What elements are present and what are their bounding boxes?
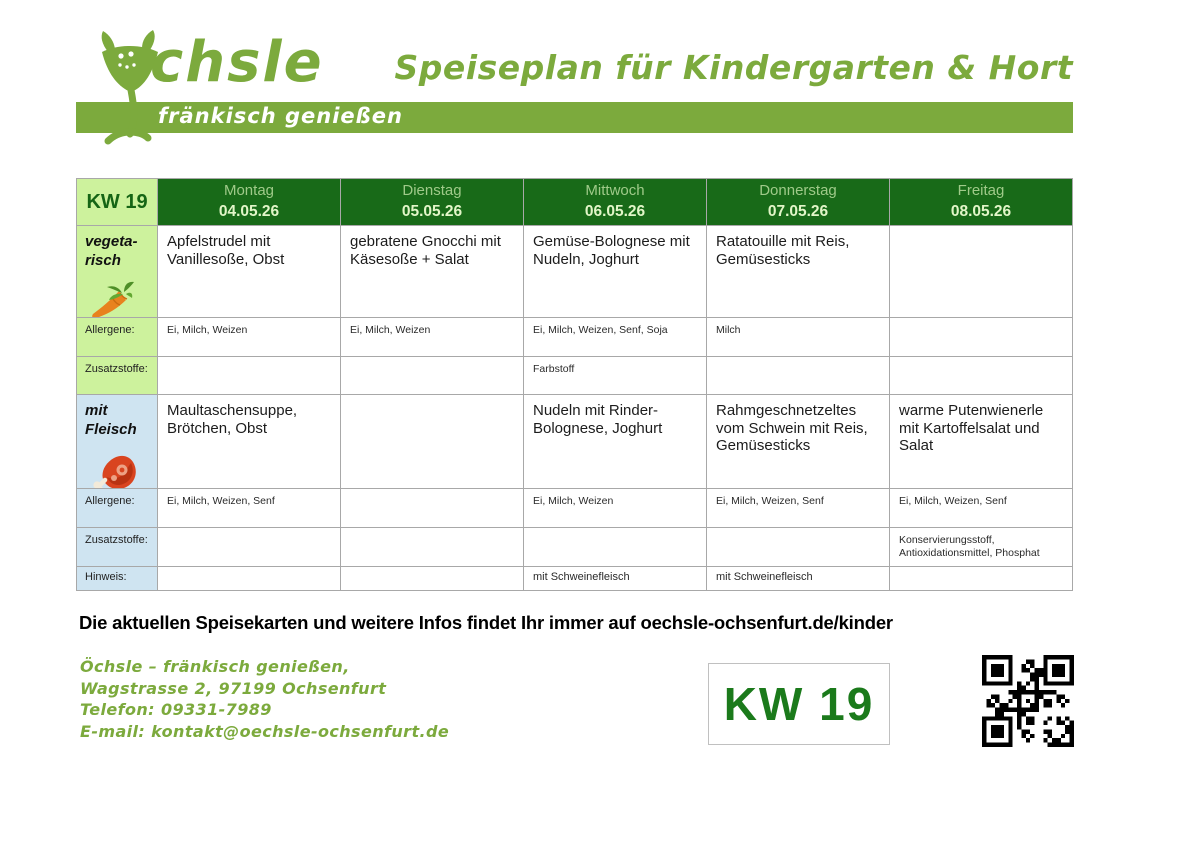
meal-cell: Rahmgeschnetzeltes vom Schwein mit Reis, Gemüsesticks — [707, 395, 890, 489]
week-label-cell: KW 19 — [77, 179, 158, 226]
info-line: Die aktuellen Speisekarten und weitere Infos findet Ihr immer auf oechsle-ochsenfurt.de/kinder — [79, 612, 893, 633]
allergen-cell: Ei, Milch, Weizen — [524, 489, 707, 528]
hinweis-label: Hinweis: — [77, 567, 158, 591]
allergen-cell: Ei, Milch, Weizen, Senf — [158, 489, 341, 528]
allergen-cell — [341, 489, 524, 528]
brand-bar — [76, 102, 1073, 133]
meat-icon — [89, 450, 139, 490]
page-title: Speiseplan für Kindergarten & Hort — [394, 48, 1073, 87]
meal-cell: gebratene Gnocchi mit Käsesoße + Salat — [341, 226, 524, 318]
qr-code-icon — [982, 655, 1074, 747]
meal-cell: Apfelstrudel mit Vanillesoße, Obst — [158, 226, 341, 318]
zusatzstoffe-label: Zusatzstoffe: — [77, 528, 158, 567]
allergen-cell — [890, 318, 1073, 357]
day-date: 04.05.26 — [218, 202, 280, 220]
allergen-cell: Ei, Milch, Weizen — [158, 318, 341, 357]
additive-cell: Konservierungsstoff, Antioxidationsmittel, Phosphat — [890, 528, 1073, 567]
allergen-cell: Milch — [707, 318, 890, 357]
day-header-freitag — [890, 179, 1073, 226]
day-date: 06.05.26 — [584, 202, 646, 220]
note-cell: mit Schweinefleisch — [707, 567, 890, 591]
note-cell — [890, 567, 1073, 591]
day-name: Montag — [223, 182, 275, 200]
meal-cell: warme Putenwienerle mit Kartoffelsalat und Salat — [890, 395, 1073, 489]
additive-cell — [707, 357, 890, 395]
brand-tagline: fränkisch genießen — [158, 104, 403, 128]
additive-cell — [158, 357, 341, 395]
day-name: Freitag — [957, 182, 1005, 200]
day-name: Dienstag — [402, 182, 462, 200]
additive-cell — [158, 528, 341, 567]
day-name: Mittwoch — [585, 182, 645, 200]
additive-cell — [341, 528, 524, 567]
week-box — [708, 663, 890, 745]
additive-cell — [890, 357, 1073, 395]
note-cell: mit Schweinefleisch — [524, 567, 707, 591]
day-date: 08.05.26 — [950, 202, 1012, 220]
row-label-vegetarisch — [77, 226, 158, 318]
contact-block — [80, 656, 449, 742]
day-header-donnerstag — [707, 179, 890, 226]
meal-cell: Gemüse-Bolognese mit Nudeln, Joghurt — [524, 226, 707, 318]
contact-line: E-mail: kontakt@oechsle-ochsenfurt.de — [80, 721, 450, 741]
contact-line: Wagstrasse 2, 97199 Ochsenfurt — [80, 678, 387, 698]
day-date: 07.05.26 — [767, 202, 829, 220]
meal-cell: Nudeln mit Rinder-Bolognese, Joghurt — [524, 395, 707, 489]
additive-cell — [341, 357, 524, 395]
section-label: mit Fleisch — [85, 402, 137, 438]
note-cell — [341, 567, 524, 591]
day-header-mittwoch — [524, 179, 707, 226]
allergen-cell: Ei, Milch, Weizen, Senf, Soja — [524, 318, 707, 357]
day-name: Donnerstag — [759, 182, 837, 200]
day-header-montag — [158, 179, 341, 226]
allergene-label: Allergene: — [77, 318, 158, 357]
allergen-cell: Ei, Milch, Weizen, Senf — [890, 489, 1073, 528]
row-label-mit-fleisch — [77, 395, 158, 489]
additive-cell — [707, 528, 890, 567]
contact-line: Telefon: 09331-7989 — [80, 700, 272, 719]
logo-wordmark: chsle — [150, 30, 324, 95]
meal-cell — [890, 226, 1073, 318]
allergene-label: Allergene: — [77, 489, 158, 528]
week-box-label: KW 19 — [723, 678, 875, 730]
carrot-icon — [89, 281, 135, 319]
menu-table — [76, 178, 1073, 591]
meal-cell: Ratatouille mit Reis, Gemüsesticks — [707, 226, 890, 318]
allergen-cell: Ei, Milch, Weizen — [341, 318, 524, 357]
meal-cell — [341, 395, 524, 489]
day-date: 05.05.26 — [401, 202, 463, 220]
day-header-dienstag — [341, 179, 524, 226]
additive-cell — [524, 528, 707, 567]
section-label: vegeta- risch — [85, 233, 138, 269]
zusatzstoffe-label: Zusatzstoffe: — [77, 357, 158, 395]
meal-cell: Maultaschensuppe, Brötchen, Obst — [158, 395, 341, 489]
allergen-cell: Ei, Milch, Weizen, Senf — [707, 489, 890, 528]
additive-cell: Farbstoff — [524, 357, 707, 395]
contact-line: Öchsle – fränkisch genießen, — [80, 657, 350, 676]
note-cell — [158, 567, 341, 591]
